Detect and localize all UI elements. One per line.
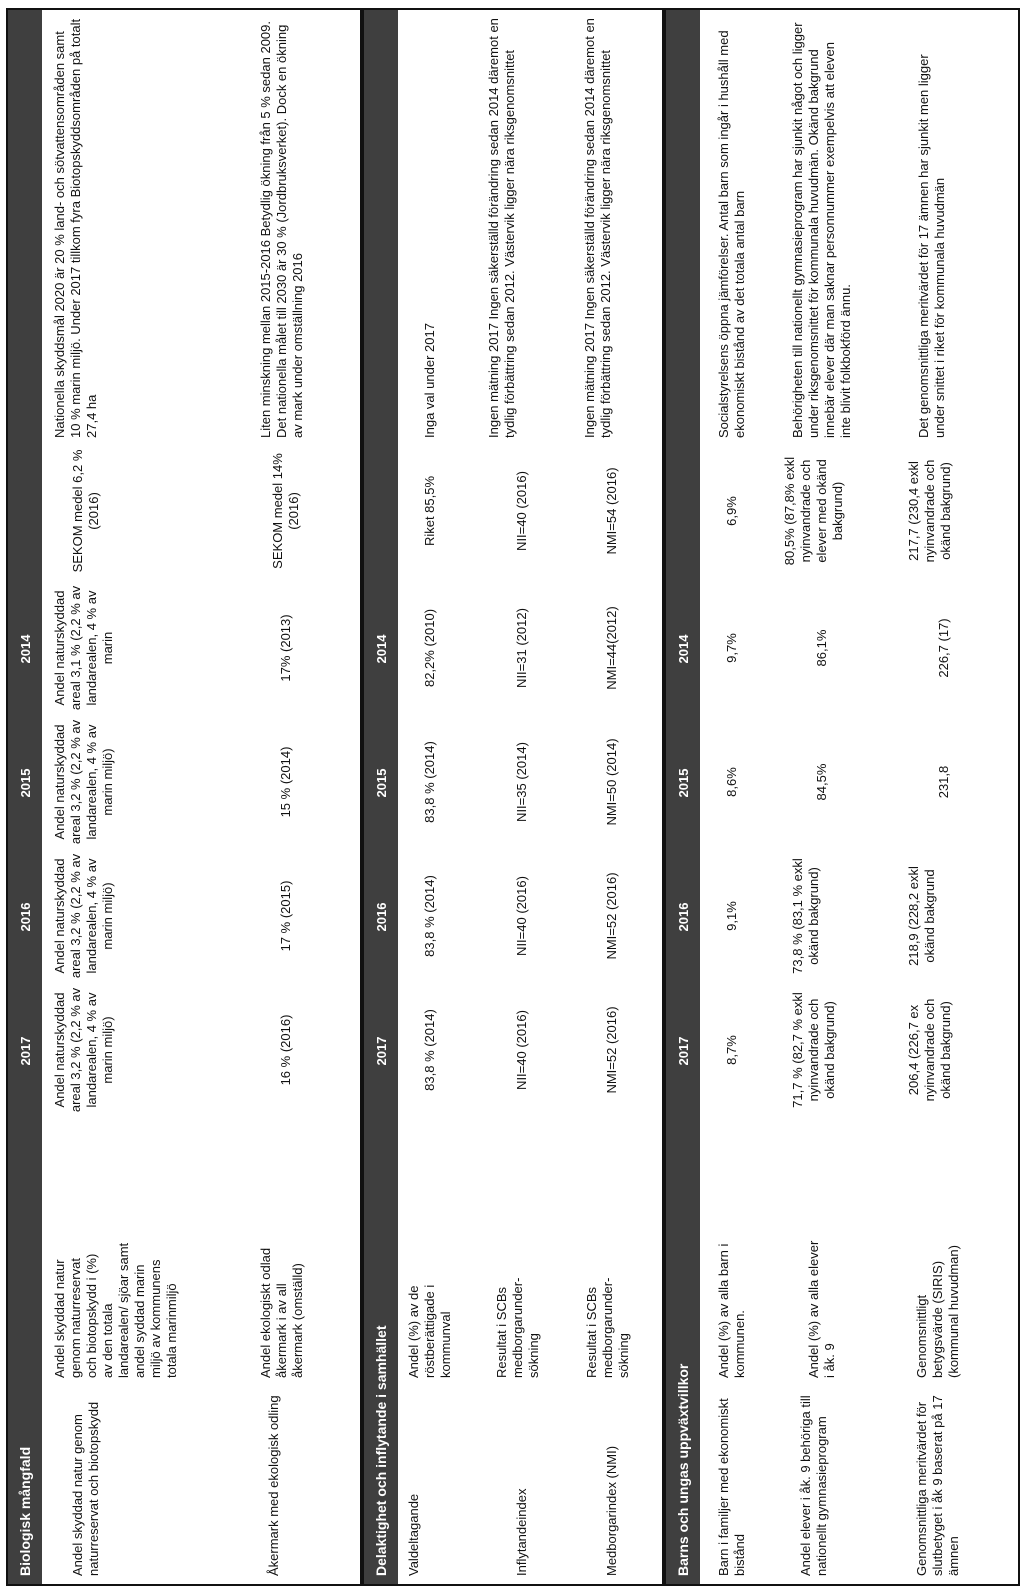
section-biologisk-mangfald [6,8,362,1586]
column-header-2017: 2017 [374,1036,389,1066]
comment: Liten minskning mellan 2015-2016 Betydlig ökning från 5 % sedan 2009. Det nationella målet till 2030 är 30 % (Jordbruksverket). Dock en ökning av mark under omställning 2016 [258,21,305,438]
row-indicator: Andel ekologiskt odlad åkermark i av all åkermark (omställd) [258,1247,305,1378]
column-header-2017: 2017 [676,1036,691,1066]
column-header-2016: 2016 [676,902,691,932]
row-name: Andel elever i åk. 9 behöriga till nationellt gymnasieprogram [798,1395,829,1576]
value-2014: NII=31 (2012) [514,608,529,688]
value-2017: NII=40 (2016) [514,1010,529,1090]
section-delaktighet [362,8,664,1586]
row-indicator: Resultat i SCBs medborgarunder-sökning [584,1277,631,1378]
row-name: Inflytandeindex [514,1488,529,1576]
value-2014: 82,2% (2010) [422,608,437,688]
value-2014: 86,1% [814,629,829,667]
value-2015: NMI=50 (2014) [604,738,619,826]
value-2017: 16 % (2016) [278,1014,293,1086]
row-indicator: Andel skyddad natur genom naturreservat och biotopskydd i (%) av den totala landarealen/ sjöar samt andel syddad marin miljö av kommunens totala marinmiljö [52,1242,179,1378]
value-2014: 17% (2013) [278,614,293,682]
row-name: Barn i familjer med ekonomiskt bistånd [716,1398,747,1576]
row-name: Valdeltagande [406,1493,421,1576]
row-name: Medborgarindex (NMI) [604,1445,619,1576]
row-indicator: Genomsnittligt betygsvärde (SIRIS) (kommunal huvudman) [914,1245,961,1378]
comparison-value: Riket 85,5% [422,475,437,547]
column-header-2014: 2014 [374,634,389,664]
value-2016: 9,1% [724,901,739,931]
comment: Ingen mätning 2017 Ingen säkerställd förändring sedan 2014 däremot en tydlig förbättring sedan 2012. Västervik ligger nära riksgenomsnittet [486,18,517,438]
section-title: Barns och ungas uppväxtvillkor [666,10,700,1584]
value-2016: 73,8 % (83,1 % exkl okänd bakgrund) [790,858,821,974]
value-2016: NII=40 (2016) [514,876,529,956]
column-header-2015: 2015 [676,768,691,798]
row-indicator: Andel (%) av alla barn i kommunen. [716,1243,747,1378]
value-2016: Andel naturskyddad areal 3,2 % (2,2 % av landarealen, 4 % av marin miljö) [52,853,115,979]
column-header-2015: 2015 [18,768,33,798]
value-2015: 84,5% [814,763,829,801]
column-header-2014: 2014 [18,634,33,664]
comparison-value: 217,7 (230,4 exkl nyinvandrade och okänd bakgrund) [906,459,953,563]
comparison-value: SEKOM medel 6,2 % (2016) [70,449,101,573]
value-2017: Andel naturskyddad areal 3,2 % (2,2 % av landarealen, 4 % av marin miljö) [52,987,115,1113]
value-2014: 226,7 (17) [936,618,951,678]
value-2017: 83,8 % (2014) [422,1009,437,1091]
value-2015: 15 % (2014) [278,746,293,818]
comment: Nationella skyddsmål 2020 är 20 % land- och sötvattensområden samt 10 % marin miljö. Under 2017 tillkom fyra Biotopskyddsområden på totalt 27,4 ha [52,18,99,438]
comment: Behörigheten till nationellt gymnasieprogram har sjunkit något och ligger under riksgenomsnittet för kommunala huvudmän. Okänd bakgrund innebär elever där man saknar personnummer exempelvis att eleven inte blivit folkbokförd ännu. [790,22,853,438]
value-2015: Andel naturskyddad areal 3,2 % (2,2 % av landarealen, 4 % av marin miljö) [52,719,115,845]
comparison-value: SEKOM medel 14% (2016) [270,453,301,569]
section-title: Biologisk mångfald [8,10,42,1584]
value-2017: 71,7 % (82,7 % exkl nyinvandrade och okänd bakgrund) [790,992,837,1108]
row-name: Genomsnittliga meritvärdet för slutbetyget i åk 9 baserat på 17 ämnen [914,1395,961,1576]
comparison-value: NII=40 (2016) [514,471,529,551]
value-2016: 17 % (2015) [278,880,293,952]
value-2017: 206,4 (226,7 ex nyinvandrade och okänd bakgrund) [906,998,953,1102]
comparison-value: 6,9% [724,496,739,526]
row-indicator: Resultat i SCBs medborgarunder-sökning [494,1277,541,1378]
value-2014: NMI=44(2012) [604,606,619,690]
comment: Det genomsnittliga meritvärdet för 17 ämnen har sjunkit men ligger under snittet i riket för kommunala huvudmän [916,54,947,438]
row-name: Andel skyddad natur genom naturreservat och biotopskydd [70,1401,101,1576]
value-2014: 9,7% [724,633,739,663]
row-indicator: Andel (%) av alla elever i åk. 9 [806,1240,837,1378]
value-2015: 8,6% [724,767,739,797]
column-header-2017: 2017 [18,1036,33,1066]
section-barns-uppvaxtvillkor [664,8,1020,1586]
row-name: Åkermark med ekologisk odling [266,1395,281,1576]
comment: Inga val under 2017 [422,323,437,438]
value-2016: 83,8 % (2014) [422,875,437,957]
comparison-value: 80,5% (87,8% exkl nyinvandrade och elever med okänd bakgrund) [782,456,845,566]
value-2015: 83,8 % (2014) [422,741,437,823]
column-header-2016: 2016 [18,902,33,932]
value-2014: Andel naturskyddad areal 3,1 % (2,2 % av landarealen, 4 % av marin [52,585,115,711]
value-2015: 231,8 [936,765,951,799]
value-2015: NII=35 (2014) [514,742,529,822]
comment: Ingen mätning 2017 Ingen säkerställd förändring sedan 2014 däremot en tydlig förbättring sedan 2012. Västervik ligger nära riksgenomsnittet [582,18,613,438]
comparison-value: NMI=54 (2016) [604,467,619,555]
value-2016: NMI=52 (2016) [604,872,619,960]
column-header-2016: 2016 [374,902,389,932]
row-indicator: Andel (%) av de röstberättigade i kommunval [406,1284,453,1378]
section-title: Delaktighet och inflytande i samhället [364,10,398,1584]
column-header-2015: 2015 [374,768,389,798]
value-2017: NMI=52 (2016) [604,1006,619,1094]
column-header-2014: 2014 [676,634,691,664]
value-2016: 218,9 (228,2 exkl okänd bakgrund [906,866,937,966]
value-2017: 8,7% [724,1035,739,1065]
comment: Socialstyrelsens öppna jämförelser. Antal barn som ingår i hushåll med ekonomiskt bistånd av det totala antal barn [716,30,747,438]
